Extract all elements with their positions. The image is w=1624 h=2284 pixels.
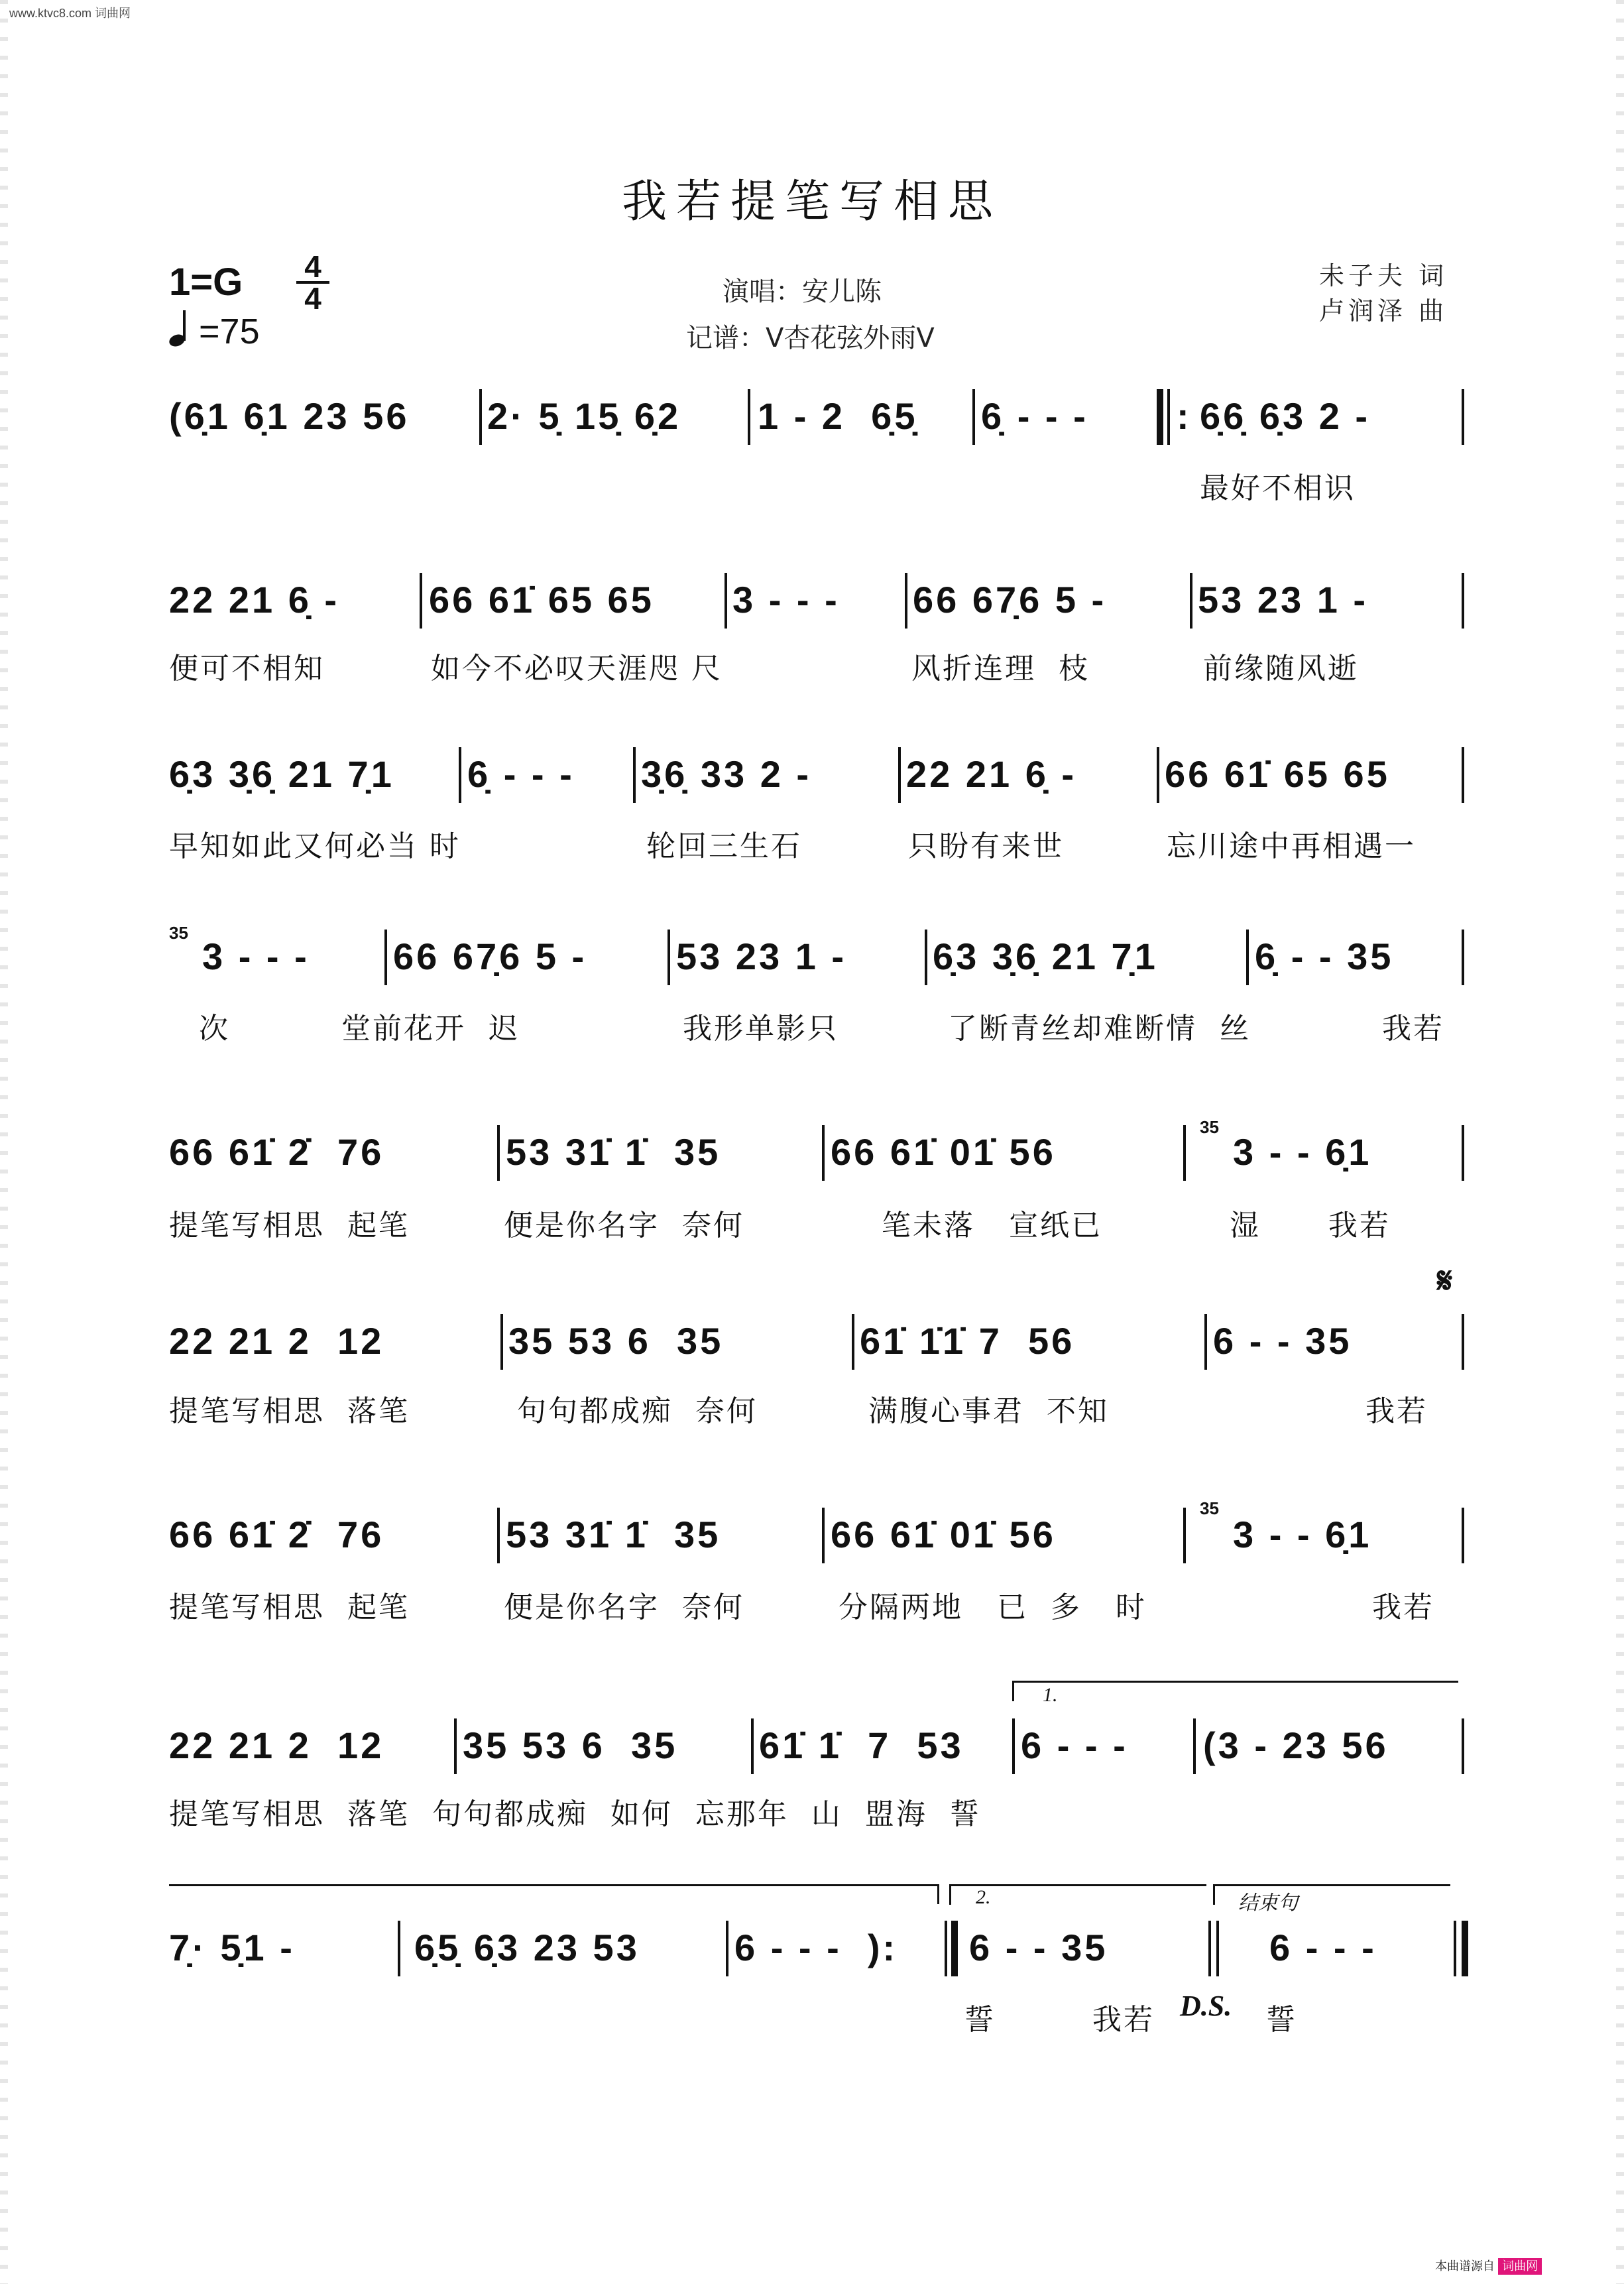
final-barline-thick bbox=[1462, 1921, 1468, 1976]
lyric-line: 提笔写相思 起笔 bbox=[169, 1209, 410, 1238]
lyric-line: 湿 我若 bbox=[1230, 1209, 1391, 1238]
dal-segno-mark: D.S. bbox=[1180, 1990, 1232, 2022]
barline bbox=[905, 573, 907, 629]
footer-logo[interactable]: 词曲网 bbox=[1498, 2258, 1542, 2275]
barline bbox=[898, 747, 901, 803]
lyricist: 未子夫 词 bbox=[1319, 261, 1448, 290]
measure: 7̣· 5̣1 - bbox=[169, 1927, 295, 1968]
lyric-line: 提笔写相思 落笔 bbox=[169, 1394, 410, 1424]
measure: 35 53 6 35 bbox=[463, 1724, 678, 1766]
barline bbox=[1462, 573, 1464, 629]
lyric-line: 誓 bbox=[1266, 2003, 1297, 2033]
lyric-line: 了断青丝却难断情 丝 bbox=[948, 1012, 1251, 1042]
volta-label-1: 1. bbox=[1043, 1684, 1058, 1706]
footer bbox=[1435, 2257, 1542, 2274]
measure: 6̣5̣ 6̣3 23 53 bbox=[414, 1927, 640, 1968]
barline bbox=[633, 747, 636, 803]
lyric-line: 前缘随风逝 bbox=[1203, 652, 1359, 682]
lyric-line: 笔未落 宣纸已 bbox=[882, 1209, 1102, 1238]
barline bbox=[497, 1508, 500, 1563]
lyric-line: 提笔写相思 落笔 句句都成痴 如何 忘那年 山 盟海 誓 bbox=[169, 1797, 981, 1827]
measure: 22 21 2 12 bbox=[169, 1320, 384, 1362]
measure: 6 - - 35 bbox=[1213, 1320, 1352, 1362]
barline bbox=[925, 930, 927, 985]
measure: 66 61̇ 2̇ 76 bbox=[169, 1131, 384, 1173]
lyric-line: 早知如此又何必当 时 bbox=[169, 829, 461, 859]
grace-notes: 35 bbox=[1200, 1117, 1219, 1137]
barline bbox=[454, 1718, 457, 1774]
barline bbox=[1190, 573, 1192, 629]
lyric-line: 分隔两地 已 多 时 bbox=[839, 1591, 1147, 1620]
barline bbox=[1193, 1718, 1196, 1774]
lyric-line: 忘川途中再相遇一 bbox=[1167, 829, 1416, 859]
footer-source: 本曲谱源自 bbox=[1435, 2259, 1495, 2273]
grace-notes: 35 bbox=[1200, 1498, 1219, 1518]
barline bbox=[1216, 1921, 1219, 1976]
score-line-5 bbox=[169, 1117, 1465, 1177]
volta-continuation-end bbox=[937, 1884, 939, 1904]
barline bbox=[1462, 1125, 1464, 1181]
barline bbox=[459, 747, 461, 803]
barline bbox=[398, 1921, 400, 1976]
site-domain[interactable]: www.ktvc8.com bbox=[9, 7, 92, 20]
measure: 53 31̇ 1̇ 35 bbox=[506, 1514, 721, 1555]
repeat-start-barline bbox=[1157, 389, 1163, 445]
measure: 22 21 6̣ - bbox=[906, 753, 1077, 795]
barline bbox=[1167, 389, 1170, 445]
barline bbox=[1208, 1921, 1211, 1976]
lyric-line: 便可不相知 bbox=[169, 652, 325, 682]
score-line-1 bbox=[169, 394, 1465, 441]
measure: 61̇ 1̇ 7 53 bbox=[759, 1724, 964, 1766]
barline bbox=[972, 389, 975, 445]
measure: 22 21 6̣ - bbox=[169, 579, 340, 621]
time-signature bbox=[295, 249, 331, 316]
measure: 6 - - - bbox=[1021, 1724, 1128, 1766]
measure: (6̣1 6̣1 23 56 bbox=[169, 395, 410, 437]
measure: 6̣3 3̣6̣ 21 7̣1 bbox=[933, 935, 1158, 977]
score-line-7 bbox=[169, 1498, 1465, 1559]
lyric-line: 堂前花开 迟 bbox=[341, 1012, 520, 1042]
measure: 3 - - 6̣1 bbox=[1233, 1514, 1372, 1555]
score-line-3 bbox=[169, 752, 1465, 799]
measure: (3 - 23 56 bbox=[1203, 1724, 1389, 1766]
measure: 6̣3 3̣6̣ 21 7̣1 bbox=[169, 753, 394, 795]
barline bbox=[497, 1125, 500, 1181]
lyric-line: 只盼有来世 bbox=[908, 829, 1064, 859]
measure: 6 - - 35 bbox=[969, 1927, 1108, 1968]
measure: 6̣ - - - bbox=[467, 753, 575, 795]
singer: 演唱：安儿陈 bbox=[723, 276, 882, 307]
volta-label-2: 2. bbox=[976, 1886, 991, 1908]
measure: 2· 5̣ 15̣ 6̣2 bbox=[487, 395, 681, 437]
lyric-line: 我若 bbox=[1365, 1394, 1428, 1424]
barline bbox=[822, 1125, 825, 1181]
measure: 6̣ - - 35 bbox=[1255, 935, 1394, 977]
lyric-line: 我若 bbox=[1382, 1012, 1444, 1042]
measure: 1 - 2 6̣5̣ bbox=[758, 395, 918, 437]
coda-label: 结束句 bbox=[1238, 1892, 1298, 1914]
lyric-line: 轮回三生石 bbox=[646, 829, 802, 859]
measure: 6̣6̣ 6̣3 2 - bbox=[1200, 395, 1371, 437]
barline bbox=[726, 1921, 728, 1976]
barline bbox=[420, 573, 422, 629]
measure: 66 61̇ 2̇ 76 bbox=[169, 1514, 384, 1555]
measure: 3̣6̣ 33 2 - bbox=[641, 753, 812, 795]
time-sig-bottom: 4 bbox=[304, 281, 321, 316]
barline bbox=[1246, 930, 1249, 985]
lyric-line: 句句都成痴 奈何 bbox=[517, 1394, 758, 1424]
barline bbox=[1462, 1718, 1464, 1774]
repeat-dots: : bbox=[1177, 395, 1192, 437]
measure: 66 61̇ 01̇ 56 bbox=[831, 1514, 1056, 1555]
measure: 3 - - - bbox=[732, 579, 840, 621]
barline bbox=[1204, 1314, 1207, 1370]
lyric-line: 如今不必叹天涯咫 尺 bbox=[431, 652, 723, 682]
measure: 53 23 1 - bbox=[676, 935, 847, 977]
final-barline bbox=[1454, 1921, 1456, 1976]
measure: 6 - - - ): bbox=[734, 1927, 898, 1968]
measure: 66 67̣6 5 - bbox=[913, 579, 1107, 621]
lyric-line: 次 bbox=[199, 1012, 230, 1042]
lyric-line: 我形单影只 bbox=[683, 1012, 839, 1042]
measure: 66 61̇ 65 65 bbox=[1165, 753, 1390, 795]
site-header bbox=[9, 4, 131, 21]
measure: 66 61̇ 65 65 bbox=[429, 579, 654, 621]
score-line-2 bbox=[169, 578, 1465, 625]
tempo-marking bbox=[169, 310, 260, 352]
key-signature: 1=G bbox=[169, 261, 243, 304]
measure: 3 - - 6̣1 bbox=[1233, 1131, 1372, 1173]
site-brand: 词曲网 bbox=[95, 7, 131, 20]
barline bbox=[1012, 1718, 1015, 1774]
barline bbox=[1157, 747, 1159, 803]
composer: 卢润泽 曲 bbox=[1319, 296, 1448, 326]
lyric-line: 提笔写相思 起笔 bbox=[169, 1591, 410, 1620]
lyric-line: 我若 bbox=[1092, 2003, 1155, 2033]
barline bbox=[1183, 1508, 1186, 1563]
barline bbox=[748, 389, 750, 445]
score-line-6 bbox=[169, 1319, 1465, 1366]
score-line-8 bbox=[169, 1724, 1465, 1770]
barline bbox=[667, 930, 670, 985]
barline bbox=[1462, 930, 1464, 985]
repeat-end-barline bbox=[951, 1921, 958, 1976]
measure: 6̣ - - - bbox=[981, 395, 1088, 437]
quarter-note-icon bbox=[169, 310, 189, 347]
barline bbox=[1462, 1508, 1464, 1563]
left-watermark-strip bbox=[0, 0, 8, 2284]
tempo-value: =75 bbox=[199, 312, 260, 351]
lyric-line: 便是你名字 奈何 bbox=[504, 1209, 744, 1238]
barline bbox=[1183, 1125, 1186, 1181]
score-line-9 bbox=[169, 1926, 1465, 1972]
measure: 53 31̇ 1̇ 35 bbox=[506, 1131, 721, 1173]
barline bbox=[945, 1921, 947, 1976]
measure: 66 61̇ 01̇ 56 bbox=[831, 1131, 1056, 1173]
lyric-line: 满腹心事君 不知 bbox=[868, 1394, 1109, 1424]
lyric-line: 便是你名字 奈何 bbox=[504, 1591, 744, 1620]
measure: 22 21 2 12 bbox=[169, 1724, 384, 1766]
barline bbox=[751, 1718, 754, 1774]
barline bbox=[500, 1314, 503, 1370]
barline bbox=[852, 1314, 854, 1370]
segno-icon: 𝄋 bbox=[1437, 1260, 1453, 1301]
volta-bracket-1 bbox=[1012, 1681, 1458, 1701]
measure: 6 - - - bbox=[1269, 1927, 1377, 1968]
grace-notes: 35 bbox=[169, 923, 188, 943]
measure: 35 53 6 35 bbox=[508, 1320, 724, 1362]
barline bbox=[479, 389, 482, 445]
song-title: 我若提笔写相思 bbox=[621, 176, 1002, 228]
barline bbox=[1462, 1314, 1464, 1370]
lyric-line: 最好不相识 bbox=[1200, 471, 1356, 501]
measure: 3 - - - bbox=[202, 935, 310, 977]
barline bbox=[384, 930, 387, 985]
barline bbox=[1462, 389, 1464, 445]
score-line-4 bbox=[169, 923, 1465, 981]
volta-continuation bbox=[169, 1884, 939, 1886]
lyric-line: 誓 bbox=[964, 2003, 996, 2033]
transcriber: 记谱：V杏花弦外雨V bbox=[686, 323, 935, 353]
barline bbox=[725, 573, 727, 629]
right-watermark-strip bbox=[1616, 0, 1624, 2284]
measure: 53 23 1 - bbox=[1198, 579, 1369, 621]
time-sig-top: 4 bbox=[304, 249, 321, 284]
barline bbox=[822, 1508, 825, 1563]
lyric-line: 风折连理 枝 bbox=[911, 652, 1090, 682]
measure: 61̇ 1̇1̇ 7 56 bbox=[860, 1320, 1075, 1362]
barline bbox=[1462, 747, 1464, 803]
measure: 66 67̣6 5 - bbox=[393, 935, 587, 977]
lyric-line: 我若 bbox=[1372, 1591, 1434, 1620]
